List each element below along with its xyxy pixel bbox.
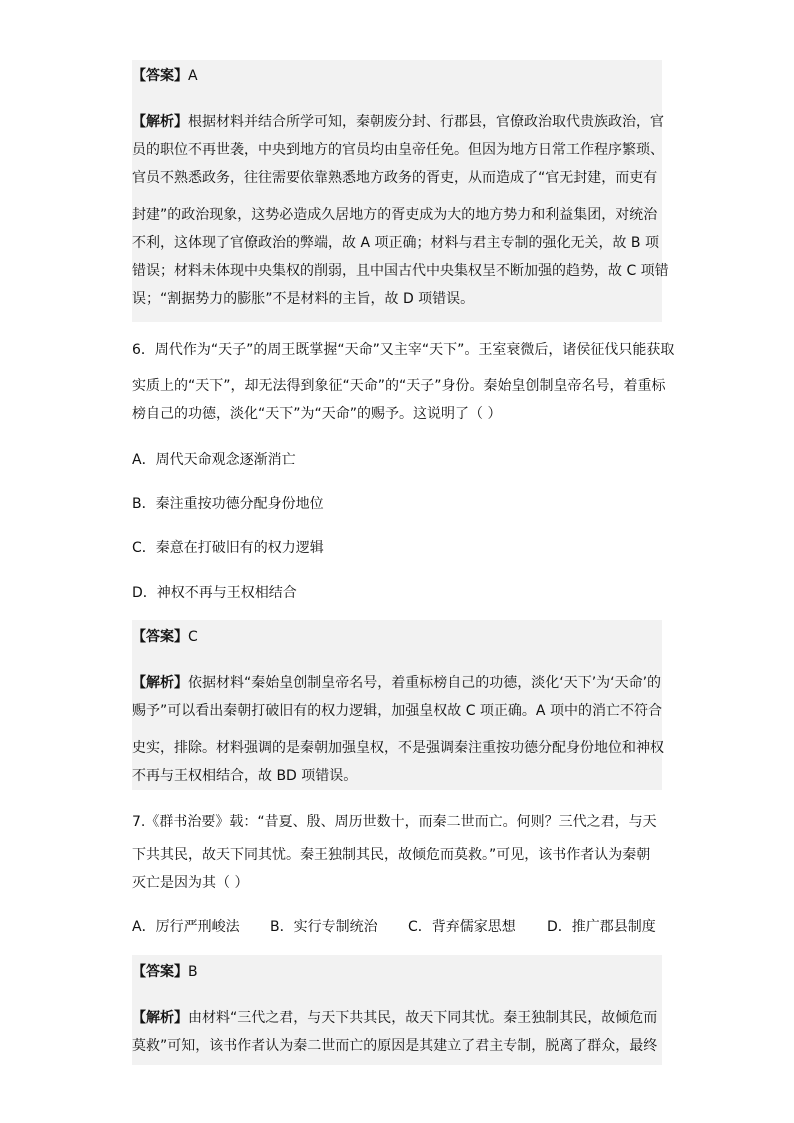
- question-6-stem-line: 榜自己的功德，淡化“天下”为“天命”的赐予。这说明了（ ）: [132, 406, 502, 422]
- analysis-q5-line: 【解析】根据材料并结合所学可知，秦朝废分封、行郡县，官僚政治取代贵族政治，官: [132, 114, 664, 130]
- analysis-q5-line: 错误；材料未体现中央集权的削弱，且中国古代中央集权呈不断加强的趋势，故 C 项错: [132, 263, 669, 279]
- answer-tag: 【答案】: [132, 68, 188, 84]
- answer-value: C: [188, 629, 198, 645]
- question-7-option-d: D．推广郡县制度: [547, 919, 656, 935]
- question-6-stem-line: 6．周代作为“天子”的周王既掌握“天命”又主宰“天下”。王室衰微后，诸侯征伐只能获取: [132, 342, 675, 358]
- answer-q7: [132, 962, 198, 982]
- question-7-option-a: A．厉行严刑峻法: [132, 919, 240, 935]
- analysis-tag: 【解析】: [132, 1010, 188, 1026]
- analysis-q7-line: 【解析】由材料“三代之君，与天下共其民，故天下同其忧。秦王独制其民，故倾危而: [132, 1010, 658, 1026]
- analysis-q5-line: 不利，这体现了官僚政治的弊端，故 A 项正确；材料与君主专制的强化无关，故 B 项: [132, 235, 659, 251]
- question-7-option-c: C．背弃儒家思想: [408, 919, 516, 935]
- analysis-q5-line: 误；“割据势力的膨胀”不是材料的主旨，故 D 项错误。: [132, 291, 475, 307]
- question-6-option-a: A．周代天命观念逐渐消亡: [132, 452, 296, 468]
- question-7-stem-line: 7.《群书治要》载：“昔夏、殷、周历世数十，而秦二世而亡。何则？三代之君，与天: [132, 814, 657, 830]
- analysis-q6-line: 【解析】依据材料“秦始皇创制皇帝名号，着重标榜自己的功德，淡化‘天下’为‘天命’的: [132, 675, 662, 691]
- answer-tag: 【答案】: [132, 964, 188, 980]
- question-7-stem-line: 下共其民，故天下同其忧。秦王独制其民，故倾危而莫救。”可见，该书作者认为秦朝: [132, 847, 651, 863]
- analysis-q5-line: 封建”的政治现象，这势必造成久居地方的胥吏成为大的地方势力和利益集团，对统治: [132, 207, 658, 223]
- analysis-tag: 【解析】: [132, 675, 188, 691]
- analysis-q6-line: 赐予”可以看出秦朝打破旧有的权力逻辑，加强皇权故 C 项正确。A 项中的消亡不符合: [132, 703, 662, 719]
- answer-value: A: [188, 68, 198, 84]
- question-6-option-d: D．神权不再与王权相结合: [132, 585, 297, 601]
- answer-q5: [132, 66, 198, 86]
- answer-box-q5: [132, 60, 662, 322]
- analysis-q5-line: 员的职位不再世袭，中央到地方的官员均由皇帝任免。但因为地方日常工作程序繁琐、: [132, 142, 664, 158]
- analysis-q5-line: 官员不熟悉政务，往往需要依靠熟悉地方政务的胥吏，从而造成了“官无封建，而吏有: [132, 170, 658, 186]
- question-6-option-b: B．秦注重按功德分配身份地位: [132, 496, 324, 512]
- analysis-tag: 【解析】: [132, 114, 188, 130]
- question-6-stem-line: 实质上的“天下”，却无法得到象征“天命”的“天子”身份。秦始皇创制皇帝名号，着重标: [132, 378, 666, 394]
- analysis-q6-line: 史实，排除。材料强调的是秦朝加强皇权，不是强调秦注重按功德分配身份地位和神权: [132, 740, 664, 756]
- answer-q6: [132, 627, 198, 647]
- question-7-stem-line: 灭亡是因为其（ ）: [132, 875, 249, 891]
- answer-tag: 【答案】: [132, 629, 188, 645]
- analysis-q7-line: 莫救”可知，该书作者认为秦二世而亡的原因是其建立了君主专制，脱离了群众，最终: [132, 1038, 658, 1054]
- answer-value: B: [188, 964, 198, 980]
- question-7-option-b: B．实行专制统治: [270, 919, 378, 935]
- analysis-q6-line: 不再与王权相结合，故 BD 项错误。: [132, 768, 358, 784]
- question-6-option-c: C．秦意在打破旧有的权力逻辑: [132, 540, 324, 556]
